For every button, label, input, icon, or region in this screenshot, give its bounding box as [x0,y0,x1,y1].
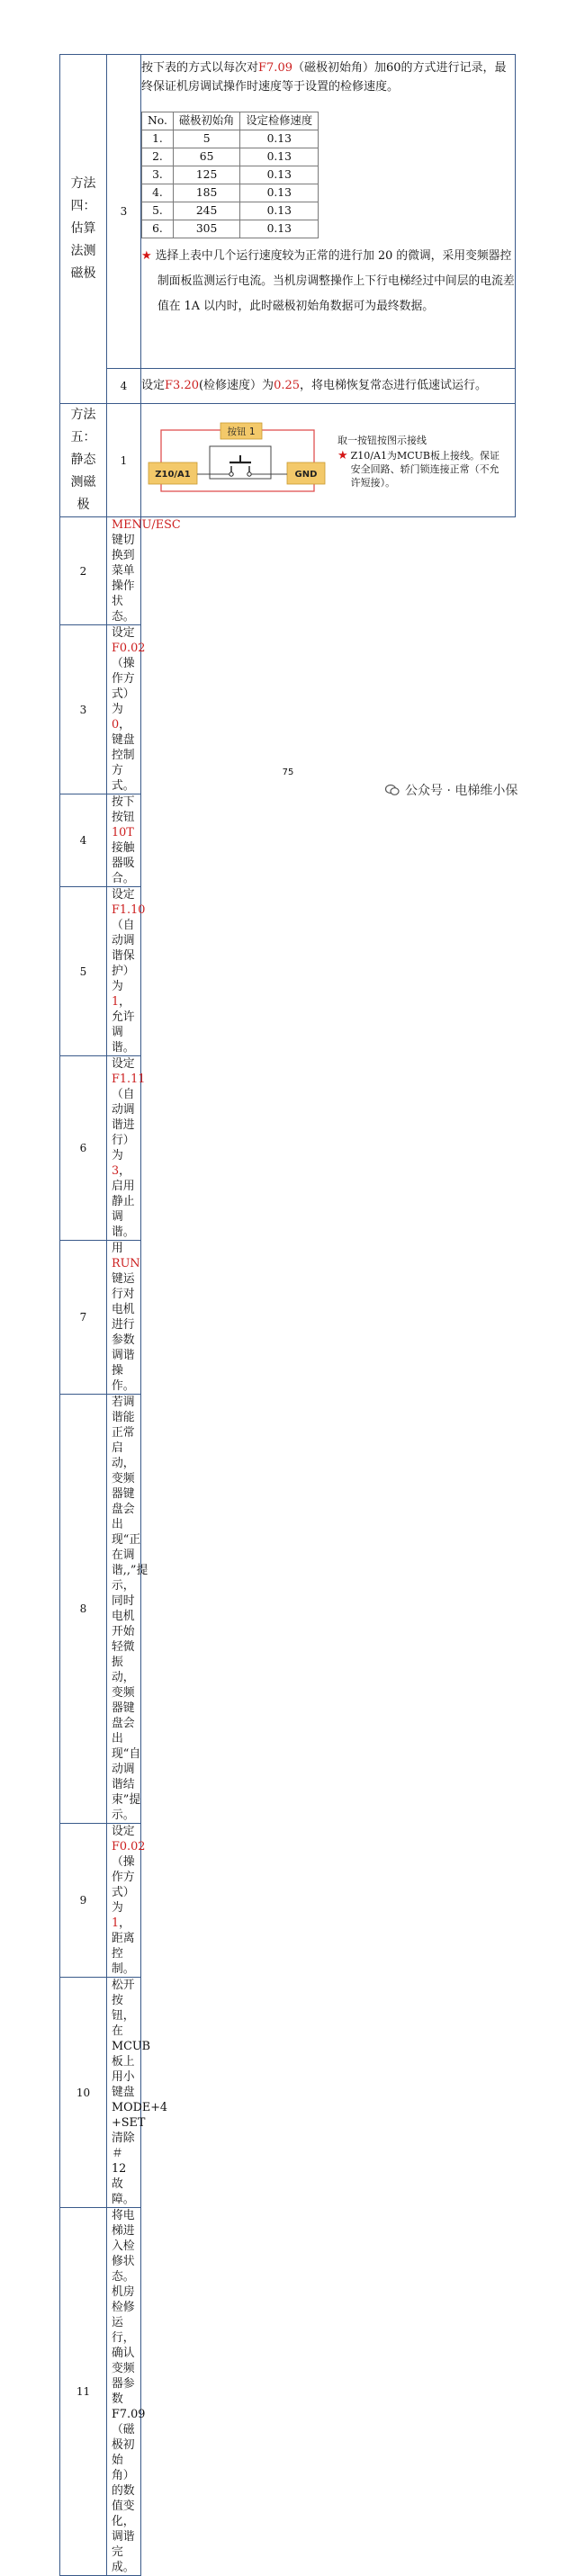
step-text: （自动调谐保护）为 [112,919,135,993]
table-cell: 0.13 [240,166,319,184]
method5-step-row [60,517,516,625]
method-label-line: 方法 [70,176,96,191]
table-cell: 65 [173,148,240,166]
step-number: 3 [107,55,141,369]
table-cell: 5 [173,130,240,148]
method5-step-row [60,1241,516,1395]
method5-step-row [60,887,516,1056]
method5-step1-row [60,404,516,517]
table-header-cell: No. [142,112,174,130]
step-text: （自动调谐进行）为 [112,1088,135,1162]
note-text: 选择上表中几个运行速度较为正常的进行加 20 的微调，采用变频器控制面板监测运行电流。当机房调整操作上下行电梯经过中间层的电流差值在 1A 以内时，此时磁极初始角数据可为最终数据。 [155,249,515,313]
step-number: 2 [60,517,107,625]
param-value: F0.02 [112,642,146,655]
method5-step-row [60,1978,516,2208]
value-025: 0.25 [274,379,301,392]
step-text: 松开按钮，在MCUB板上用小键盘 MODE+4 +SET清除＃12故障。 [112,1979,168,2206]
step-number: 4 [60,794,107,887]
method4-step3-content [141,55,516,369]
param-value: F0.02 [112,1840,146,1853]
star-icon: ★ [141,249,152,263]
step-number: 11 [60,2208,107,2576]
method4-label [68,173,99,285]
table-row [142,130,319,148]
step-content [107,1241,141,1395]
table-cell: 0.13 [240,220,319,238]
method5-step-row [60,1395,516,1824]
param-value: MENU/ESC [112,518,181,532]
step3-intro [141,58,515,96]
param-value: 10T [112,826,134,839]
pole-angle-table-body [142,130,319,238]
z10-a1-label: Z10/A1 [155,469,191,480]
method-label-line: 磁极 [70,266,96,281]
step-text: 设定 [112,626,135,640]
method5-steps [60,517,516,2576]
method-label-line: 极 [76,498,90,512]
param-value: RUN [112,1257,140,1270]
method4-step3-row [60,55,516,369]
button1-label: 按钮 1 [227,426,256,437]
method4-step4-row [60,369,516,404]
step-content [107,1978,168,2208]
step-number: 1 [107,404,141,517]
method5-label-cell [60,404,107,517]
table-header-cell: 磁极初始角 [173,112,240,130]
procedure-table [59,54,516,2576]
method-label-line: 估算 [70,221,96,236]
method-label-line: 四： [70,199,96,213]
table-cell: 5. [142,202,174,220]
param-value: 3 [112,1164,120,1178]
param-value: F1.11 [112,1073,146,1086]
wiring-diagram-svg [148,421,327,500]
step-number: 10 [60,1978,107,2208]
method5-step-row [60,1056,516,1241]
step-content [107,1824,146,1978]
wiring-title: 取一按钮按图示接线 [338,434,427,446]
table-row [142,202,319,220]
step-text: ，允许调谐。 [112,995,135,1055]
step-number: 9 [60,1824,107,1978]
method-label-line: 测磁 [70,475,96,489]
step-number: 7 [60,1241,107,1395]
step-text: 键运行对电机进行参数调谐操作。 [112,1272,135,1393]
method-label-line: 五： [70,430,96,444]
step-text: 用 [112,1242,123,1255]
step-text: 设定 [112,1057,135,1071]
table-cell: 4. [142,184,174,202]
step-text: 键切换到菜单操作状态。 [112,534,135,624]
step-text: ，距离控制。 [112,1916,135,1976]
step-number: 3 [60,625,107,794]
step4-text: 设定 [141,379,166,392]
method4-step4-content [141,369,516,404]
step-content [107,887,146,1056]
step-content [107,794,141,887]
step-content [107,517,181,625]
step-number: 8 [60,1395,107,1824]
step-text: 若调谐能正常启动，变频器键盘会出现“正在调谐,,”提示，同时电机开始轻微振动，变频器键盘会出现“自动调谐结束”提示。 [112,1396,148,1822]
step-number: 4 [107,369,141,404]
watermark [385,781,518,799]
method5-step-row [60,794,516,887]
param-value: 1 [112,995,120,1009]
step-number: 6 [60,1056,107,1241]
pole-angle-table [141,112,319,238]
step-text: 设定 [112,1825,135,1838]
method4-label-cell [60,55,107,404]
step-text: （操作方式）为 [112,657,135,716]
table-cell: 1. [142,130,174,148]
table-cell: 125 [173,166,240,184]
table-row [142,148,319,166]
method5-step-row [60,1824,516,1978]
wechat-icon [385,784,400,796]
step-text: ，键盘控制方式。 [112,718,135,793]
table-row [142,220,319,238]
method5-label [68,404,99,516]
table-row [142,166,319,184]
step-text: 按下按钮 [112,795,135,824]
table-cell: 0.13 [240,148,319,166]
star-icon: ★ [338,448,348,462]
page-number: 75 [282,767,294,777]
gnd-label: GND [294,469,318,480]
step-content [107,2208,146,2576]
table-cell: 0.13 [240,202,319,220]
param-f320: F3.20 [165,379,199,392]
step-content [107,1056,146,1241]
step-text: ，启用静止调谐。 [112,1164,135,1239]
method-label-line: 静态 [70,453,96,467]
step4-text-tail: ，将电梯恢复常态进行低速试运行。 [300,379,488,392]
step-content [107,1395,148,1824]
intro-text-tail: （磁极初始角）加60的方式进行记录，最终保证机房调试操作时速度等于设置的检修速度。 [141,61,507,94]
step-text: （操作方式）为 [112,1855,135,1915]
pole-angle-table-header [142,112,319,130]
step-text: 设定 [112,888,135,902]
param-f709: F7.09 [258,61,292,75]
step-text: 将电梯进入检修状态。机房检修运行，确认变频器参数F7.09（磁极初始角）的数值变化，调谐完成。 [112,2209,146,2574]
table-cell: 6. [142,220,174,238]
method5-step-row [60,2208,516,2576]
wiring-note-text: Z10/A1为MCUB板上接线。保证安全回路、轿门锁连接正常（不允许短接）。 [350,449,500,489]
step4-text-mid: (检修速度）为 [198,379,274,392]
step3-note [141,244,515,319]
table-cell: 185 [173,184,240,202]
step-number: 5 [60,887,107,1056]
method5-step1-content [141,404,516,517]
watermark-text: 公众号 · 电梯维小保 [405,784,518,798]
param-value: 0 [112,718,120,732]
method-label-line: 法测 [70,244,96,258]
param-value: F1.10 [112,903,146,917]
param-value: 1 [112,1916,120,1930]
table-cell: 3. [142,166,174,184]
wiring-diagram [148,421,327,500]
method-label-line: 方法 [70,408,96,422]
table-cell: 0.13 [240,184,319,202]
wiring-notes [338,421,505,489]
table-header-cell: 设定检修速度 [240,112,319,130]
step-text: 接触器吸合。 [112,841,135,885]
table-row [142,184,319,202]
table-cell: 0.13 [240,130,319,148]
table-cell: 2. [142,148,174,166]
table-cell: 245 [173,202,240,220]
intro-text: 按下表的方式以每次对 [141,61,259,75]
table-cell: 305 [173,220,240,238]
